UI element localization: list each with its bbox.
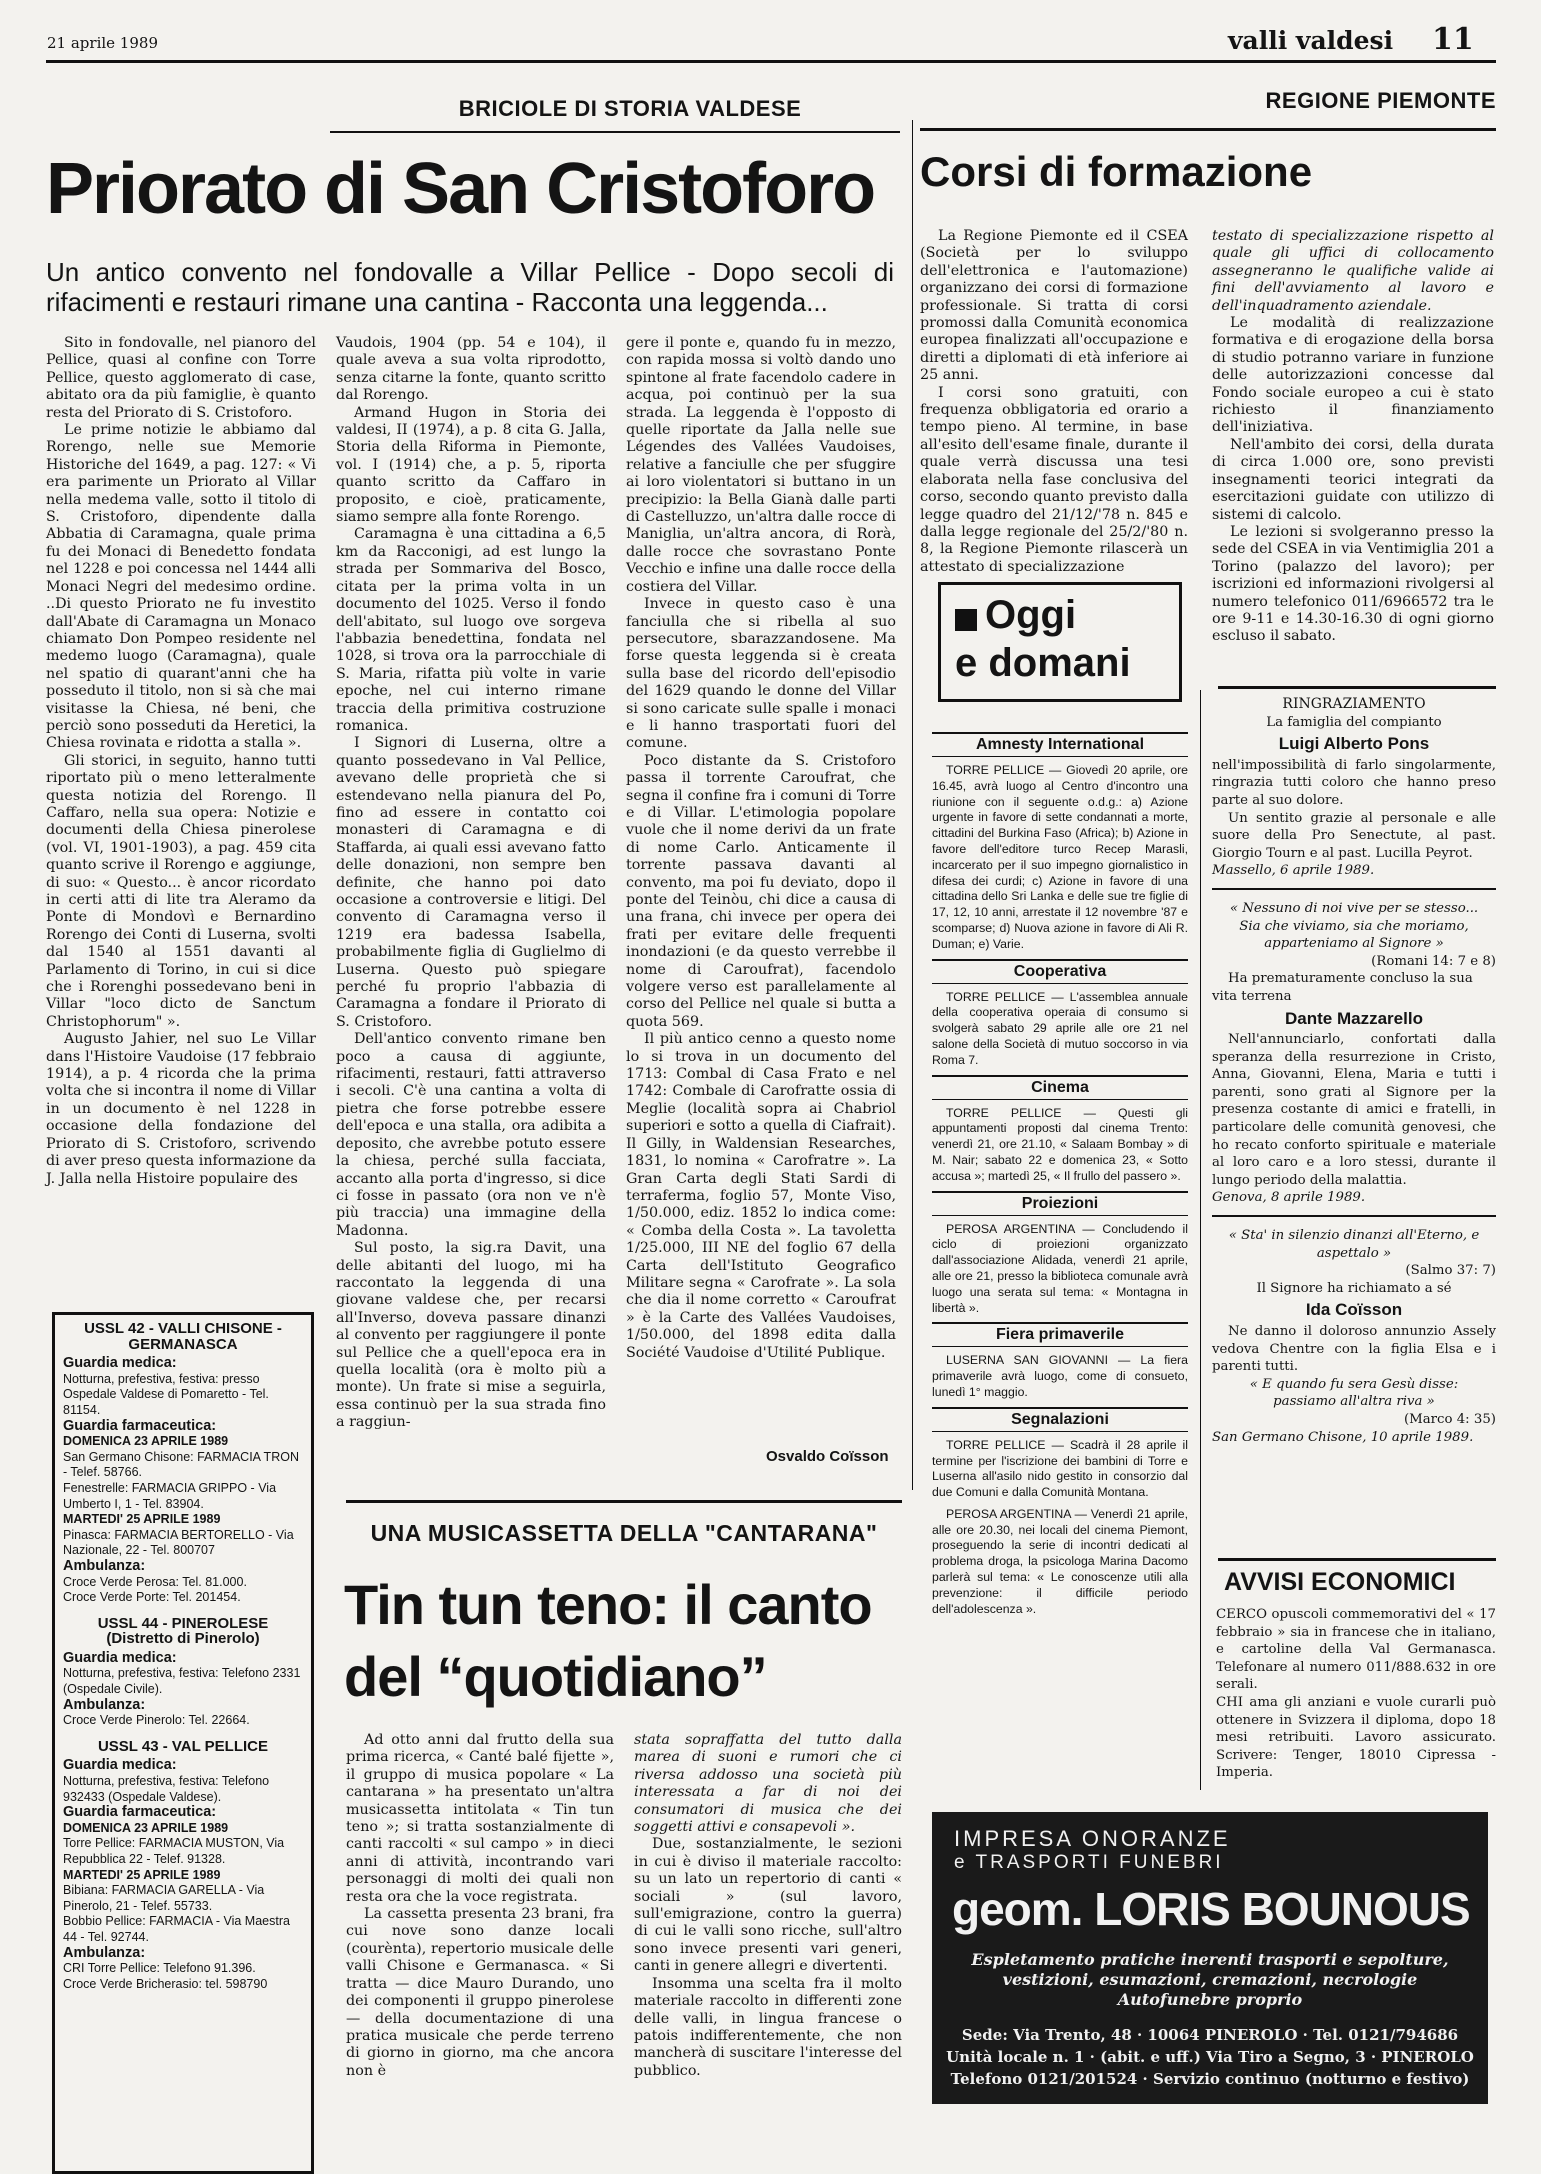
avvisi-column: CERCO opuscoli commemorativi del « 17 febbraio » sia in francese che in italiano, e cartoline della Val Germanasca. Telefonare al numero 011/888.632 in ore serali. CHI ama gli anziani e vuole curarli può ottenere in Svizzera il diploma, dopo 18 mesi retribuiti. Lavoro assicurato. Scrivere: Tenger, 18010 Cipressa - Imperia. xyxy=(1216,1607,1496,1781)
ringraziamento-heading: RINGRAZIAMENTO xyxy=(1282,696,1426,712)
ussl-line: Torre Pellice: FARMACIA MUSTON, Via Repubblica 22 - Telef. 91328. xyxy=(63,1836,285,1866)
ring3-name: Ida Coïsson xyxy=(1305,1300,1403,1320)
oggi-section-heading: Amnesty International xyxy=(932,732,1188,757)
oggi-domani-banner xyxy=(938,582,1182,702)
regione-kicker-rule xyxy=(920,128,1496,131)
page-number: 11 xyxy=(1432,22,1474,57)
oggi-title-line-1: Oggi xyxy=(985,593,1077,637)
oggi-section-text: PEROSA ARGENTINA — Venerdì 21 aprile, alle ore 20.30, nei locali del cinema Piemont, proseguendo la serie di incontri dedicati al problema droga, la psicologa Marina Dacomo parlerà sul tema: « Le conoscenze utili alla prevenzione: il difficile periodo dell'adolescenza ». xyxy=(932,1506,1188,1616)
ussl-line: CRI Torre Pellice: Telefono 91.396. xyxy=(63,1961,256,1976)
oggi-section-text: TORRE PELLICE — Questi gli appuntamenti proposti dal cinema Trento: venerdì 21, ore 21.10, « Salaam Bombay » di M. Nair; sabato 22 e domenica 23, « Sotto accusa »; martedì 25, « Il frullo del passero ». xyxy=(932,1105,1188,1183)
main-subtitle: Un antico convento nel fondovalle a Villar Pellice - Dopo secoli di rifacimenti e restauri rimane una cantina - Racconta una leggenda... xyxy=(46,257,894,317)
column-rule-oggi xyxy=(1200,690,1201,1790)
ring1-name: Luigi Alberto Pons xyxy=(1278,734,1430,754)
ussl-block-title: USSL 42 - VALLI CHISONE - GERMANASCA xyxy=(84,1320,282,1353)
ussl-section-label: Guardia farmaceutica: xyxy=(63,1417,217,1434)
funeral-ad-desc-1: Espletamento pratiche inerenti trasporti e sepolture, xyxy=(971,1950,1449,1969)
funeral-ad-line-1: IMPRESA ONORANZE xyxy=(954,1826,1231,1851)
oggi-title-line-2: e domani xyxy=(955,641,1131,685)
main-column-2: Vaudois, 1904 (pp. 54 e 104), il quale aveva a sua volta riprodotto, senza citarne la fonte, quanto scritto dal Rorengo. Armand Hugon in Storia dei valdesi, II (1974), a p. 8 cita G. Jalla, Storia della Riforma in Piemonte, vol. I (1914) che, a p. 5, riporta quanto scritto da Caffaro in proposito, e cioè, praticamente, siamo sempre alla fonte Rorengo. Caramagna è una cittadina a 6,5 km da Racconigi, ad est lungo la strada per Sommariva del Bosco, citata per la prima volta in un documento del 1025. Verso il fondo dell'abitato, sul luogo ove sorgeva l'abbazia benedettina, fondata nel 1028, si trova ora la parrocchiale di S. Maria, rifatta più volte in varie epoche, nel cui interno rimane traccia della primitiva costruzione romanica. I Signori di Luserna, oltre a quanto possedevano in Val Pellice, avevano delle proprietà che si estendevano nella pianura del Po, fino ad essere in contatto coi monasteri di Caramagna e di Staffarda, ai quali essi avevano fatto delle donazioni, non sempre ben definite, che hanno poi dato occasione a controversie e litigi. Del convento di Caramagna verso il 1219 era badessa Isabella, probabilmente figlia di Guglielmo di Luserna. Questo può spiegare perché fu proprio l'abbazia di Caramagna a fondare il Priorato di S. Cristoforo. Dell'antico convento rimane ben poco a causa di aggiunte, rifacimenti, restauri, fatti attraverso i secoli. C'è una cantina a volta di pietra che forse potrebbe essere dell'epoca e una stalla, ora adibita a deposito, che avrebbe potuto essere la chiesa, perché sulla facciata, accanto alla porta d'ingresso, si dice ci fosse in passato (ora non ve n'è più traccia) una immagine della Madonna. Sul posto, la sig.ra Davit, una delle abitanti del luogo, mi ha raccontato la leggenda di una giovane valdese che, per recarsi all'Inverso, doveva passare dinanzi al convento per raggiungere il ponte sul Pellice che a quell'epoca era in quella località (ora è molto più a monte). Un frate si mise a seguirla, essa continuò per la sua strada fino a raggiun- xyxy=(336,335,606,1431)
ussl-section-label: Ambulanza: xyxy=(63,1696,146,1713)
notices-column: RINGRAZIAMENTO La famiglia del compianto Luigi Alberto Pons nell'impossibilità di farlo singolarmente, ringrazia tutti coloro che hanno preso parte al suo dolore. Un sentito grazie al personale e alle suore della Pro Senectute, al past. Giorgio Tourn e al past. Lucilla Peyrot. Massello, 6 aprile 1989. « Nessuno di noi vive per se stesso... Sia che viviamo, sia che moriamo, apparteniamo al Signore » (Romani 14: 7 e 8) Ha prematuramente concluso la sua vita terrena Dante Mazzarello Nell'annunciarlo, confortati dalla speranza della resurrezione in Cristo, Anna, Giovanni, Elena, Maria e tutti i parenti, sono grati al Signore per la presenza costante di amici e fratelli, in particolare delle comunità genovesi, che ho recato conforto spirituale e materiale al loro caro e a loro stessi, durante il lungo periodo della malattia. Genova, 8 aprile 1989. « Sta' in silenzio dinanzi all'Eterno, e aspettalo » (Salmo 37: 7) Il Signore ha richiamato a sé Ida Coïsson Ne danno il doloroso annunzio Assely vedova Chentre con la figlia Elsa e i parenti tutti. « E quando fu sera Gesù disse: passiamo all'altra riva » (Marco 4: 35) San Germano Chisone, 10 aprile 1989. xyxy=(1212,696,1496,1445)
newspaper-name: valli valdesi xyxy=(1228,26,1394,55)
regione-title: Corsi di formazione xyxy=(920,148,1313,195)
ussl-block-title: USSL 43 - VAL PELLICE xyxy=(97,1737,269,1755)
cassette-top-rule xyxy=(346,1500,902,1503)
oggi-section-heading: Cooperativa xyxy=(932,959,1188,984)
avvisi-title: AVVISI ECONOMICI xyxy=(1224,1568,1456,1596)
notice-divider xyxy=(1212,1215,1496,1217)
funeral-ad-desc-2: vestizioni, esumazioni, cremazioni, necrologie xyxy=(1002,1970,1418,1989)
ring2-name: Dante Mazzarello xyxy=(1285,1008,1423,1028)
cassette-kicker: UNA MUSICASSETTA DELLA "CANTARANA" xyxy=(370,1520,878,1546)
ussl-line: DOMENICA 23 APRILE 1989 xyxy=(63,1434,229,1449)
ussl-line: DOMENICA 23 APRILE 1989 xyxy=(63,1820,229,1835)
column-rule-main-right xyxy=(912,120,913,1490)
avvisi-top-rule xyxy=(1218,1558,1496,1561)
ussl-line: Bibiana: FARMACIA GARELLA - Via Pinerolo, 21 - Telef. 55733. xyxy=(63,1883,265,1913)
cassette-column-2: stata sopraffatta del tutto dalla marea di suoni e rumori che ci riversa addosso una società più interessata a far di noi dei consumatori di musica che dei soggetti attivi e consapevoli ». Due, sostanzialmente, le sezioni in cui è diviso il materiale raccolto: su un lato un repertorio di canti « sociali » (sul lavoro, sull'emigrazione, contro la guerra) di cui le valli sono ricche, sull'altro sono invece presenti vari generi, canti in genere allegri e divertenti. Insomma una scelta fra il molto materiale raccolto in differenti zone delle valli, in lingua francese o patois indifferentemente, che non mancherà di suscitare l'interesse del pubblico. xyxy=(634,1732,902,2079)
oggi-section-heading: Segnalazioni xyxy=(932,1407,1188,1432)
oggi-section-heading: Fiera primaverile xyxy=(932,1322,1188,1347)
main-kicker: BRICIOLE DI STORIA VALDESE xyxy=(458,96,802,121)
oggi-section-text: LUSERNA SAN GIOVANNI — La fiera primaverile avrà luogo, come di consueto, lunedì 1° maggio. xyxy=(932,1353,1188,1399)
main-title: Priorato di San Cristoforo xyxy=(46,149,875,229)
issue-date: 21 aprile 1989 xyxy=(47,34,158,52)
funeral-ad-line-2: e TRASPORTI FUNEBRI xyxy=(954,1852,1224,1873)
ussl-section-label: Guardia farmaceutica: xyxy=(63,1804,217,1821)
cassette-title-line-1: Tin tun teno: il canto xyxy=(344,1573,872,1636)
ussl-section-label: Guardia medica: xyxy=(63,1649,177,1666)
regione-column-2: testato di specializzazione rispetto al quale gli uffici di collocamento assegneranno le qualifiche valide ai fini dell'avviamento al lavoro e dell'inquadramento aziendale. Le modalità di realizzazione formativa e di erogazione della borsa di studio potranno variare in funzione delle autorizzazioni concesse dal Fondo sociale europeo a cui è stato richiesto il finanziamento dell'iniziativa. Nell'ambito dei corsi, della durata di circa 1.000 ore, sono previsti insegnamenti teorici integrati da esercitazioni guidate con utilizzo di sistemi di calcolo. Le lezioni si svolgeranno presso la sede del CSEA in via Ventimiglia 201 a Torino (palazzo del lavoro); per iscrizioni ed informazioni rivolgersi al numero telefonico 011/6966572 tra le ore 9-11 e 14.30-16.30 di ogni giorno escluso il sabato. xyxy=(1212,228,1494,645)
header-rule xyxy=(46,60,1496,63)
ussl-line: Croce Verde Bricherasio: tel. 598790 xyxy=(63,1976,268,1991)
funeral-ad-desc-3: Autofunebre proprio xyxy=(1117,1990,1303,2009)
ussl-line: Bobbio Pellice: FARMACIA - Via Maestra 44 - Tel. 92744. xyxy=(63,1914,290,1944)
oggi-section-text: PEROSA ARGENTINA — Concludendo il ciclo di proiezioni organizzato dall'associazione Alidada, venerdì 21 aprile, alle ore 21, presso la biblioteca comunale avrà luogo una serata sul tema: « Montagna in libertà ». xyxy=(932,1221,1188,1315)
ussl-section-label: Ambulanza: xyxy=(63,1557,146,1574)
notices-top-rule xyxy=(1218,686,1496,689)
cassette-title-line-2: del “quotidiano” xyxy=(344,1645,767,1708)
oggi-square-icon xyxy=(955,609,977,631)
funeral-ad-name: geom. LORIS BOUNOUS xyxy=(952,1883,1470,1935)
regione-column-1: La Regione Piemonte ed il CSEA (Società per lo sviluppo dell'elettronica e l'automazione) organizzano dei corsi di formazione professionale. Si tratta di corsi promossi dalla Comunità economica europea finalizzati all'occupazione e diretti a diplomati di età inferiore ai 25 anni. I corsi sono gratuiti, con frequenza obbligatoria ed orario a tempo pieno. Al termine, in base all'esito dell'esame finale, durante il quale verrà discussa una tesi elaborata nella fase conclusiva del corso, secondo quanto previsto dalla legge quadro del 21/12/'78 n. 845 e dalla legge regionale del 25/2/'80 n. 8, la Regione Piemonte rilascerà un attestato di specializzazione xyxy=(920,228,1188,575)
ussl-line: Croce Verde Pinerolo: Tel. 22664. xyxy=(63,1713,250,1728)
main-column-1: Sito in fondovalle, nel pianoro del Pellice, quasi al confine con Torre Pellice, questo agglomerato di case, abitato ora da più famiglie, è quanto resta del Priorato di S. Cristoforo. Le prime notizie le abbiamo dal Rorengo, nelle sue Memorie Historiche del 1649, a pag. 127: « Vi era parimente un Priorato al Villar nella medema valle, sotto il titolo di S. Cristoforo, dipendente dalla Abbatia di Caramagna, quale prima fu dei Monaci di Benedetto fondata nel 1228 e poi concessa nel 1444 alli Monaci Negri del medesimo ordine. ..Di questo Priorato ne fu investito dall'Abate di Caramagna un Monaco chiamato Don Pompeo residente nel medemo luogo (Caramagna), quale nel spatio di quarant'anni che ha posseduto il titolo, non si sà che mai visitasse la Chiesa, né beni, che perciò sono posseduti da Heretici, la Chiesa rovinata e ridotta a stalla ». Gli storici, in seguito, hanno tutti riportato più o meno letteralmente questa notizia del Rorengo. Il Caffaro, nella sua opera: Notizie e documenti della Chiesa pinerolese (vol. VI, 1901-1903), a pag. 459 cita quanto scrive il Rorengo e aggiunge, di suo: « Questo... è ancor ricordato in certi atti di lite tra Aleramo da Ponte di Mondovì e Bernardino Rorengo dei Conti di Luserna, svolti dal 1540 al 1551 davanti al Parlamento di Torino, in cui si dice che i Rorenghi possedevano beni in Villar "loco dicto de Sanctum Christophorum" ». Augusto Jahier, nel suo Le Villar dans l'Histoire Vaudoise (17 febbraio 1914), a p. 4 ricorda che la prima volta che si incontra il nome di Villar in un documento è nel 1228 in occasione della fondazione del Priorato di S. Cristoforo, scrivendo di aver preso questa informazione da J. Jalla nella Histoire populaire des xyxy=(46,335,316,1187)
ussl-line: Notturna, prefestiva, festiva: presso Ospedale Valdese di Pomaretto - Tel. 81154. xyxy=(63,1371,269,1417)
funeral-ad-tel: Telefono 0121/201524 · Servizio continuo (notturno e festivo) xyxy=(950,2070,1470,2088)
cassette-column-1: Ad otto anni dal frutto della sua prima ricerca, « Canté balé fijette », il gruppo di musica popolare « La cantarana » ha presentato un'altra musicassetta intitolata « Tin tun teno »; si tratta sostanzialmente di canti raccolti « sul campo » in dieci anni di attività, incontrando vari personaggi di molti dei quali non resta ora che la voce registrata. La cassetta presenta 23 brani, fra cui nove sono danze locali (courènta), repertorio musicale delle valli Chisone e Germanasca. « Si tratta — dice Mauro Durando, uno dei componenti il gruppo pinerolese — della documentazione di una pratica musicale che perde terreno di giorno in giorno, ma che ancora non è xyxy=(346,1732,614,2079)
ussl-line: Notturna, prefestiva, festiva: Telefono 2331 (Ospedale Civile). xyxy=(63,1666,301,1697)
funeral-ad-sede: Sede: Via Trento, 48 · 10064 PINEROLO · Tel. 0121/794686 xyxy=(961,2026,1459,2044)
oggi-section-heading: Proiezioni xyxy=(932,1191,1188,1216)
funeral-ad-unita: Unità locale n. 1 · (abit. e uff.) Via Tiro a Segno, 3 · PINEROLO xyxy=(946,2048,1474,2066)
ussl-line: Croce Verde Perosa: Tel. 81.000. xyxy=(63,1574,247,1589)
ussl-line: Fenestrelle: FARMACIA GRIPPO - Via Umberto I, 1 - Tel. 83904. xyxy=(63,1480,277,1511)
main-author: Osvaldo Coïsson xyxy=(766,1448,889,1465)
regione-kicker: REGIONE PIEMONTE xyxy=(1265,88,1496,113)
oggi-domani-column xyxy=(932,726,1188,1796)
ussl-section-label: Ambulanza: xyxy=(63,1944,146,1961)
ussl-line: Notturna, prefestiva, festiva: Telefono 932433 (Ospedale Valdese). xyxy=(63,1774,270,1804)
ussl-line: Pinasca: FARMACIA BERTORELLO - Via Nazionale, 22 - Tel. 800707 xyxy=(63,1527,294,1558)
ussl-line: MARTEDI' 25 APRILE 1989 xyxy=(63,1867,221,1882)
ussl-line: MARTEDI' 25 APRILE 1989 xyxy=(63,1512,221,1527)
oggi-section-text: TORRE PELLICE — L'assemblea annuale della cooperativa operaia di consumo si svolgerà sabato 29 aprile alle ore 21 nel salone della Società di mutuo soccorso in via Roma 7. xyxy=(932,989,1188,1067)
notice-divider xyxy=(1212,888,1496,890)
oggi-section-text: TORRE PELLICE — Scadrà il 28 aprile il termine per l'iscrizione dei bambini di Torre e Luserna all'asilo nido gestito in consorzio dal due Comuni e dalla Comunità Montana. xyxy=(932,1437,1188,1500)
ussl-section-label: Guardia medica: xyxy=(63,1355,177,1372)
kicker-rule xyxy=(330,131,900,133)
oggi-section-heading: Cinema xyxy=(932,1075,1188,1100)
ussl-box xyxy=(52,1312,314,2174)
main-column-3: gere il ponte e, quando fu in mezzo, con rapida mossa si voltò dando uno spintone al frate facendolo cadere in acqua, poi continuò per la sua strada. La leggenda è l'opposto di quelle riportate da Jalla nelle sue Légendes des Vallées Vaudoises, relative a fanciulle che per sfuggire ai loro violentatori si buttano in un precipizio: la Bella Gianà dalle parti di Castelluzzo, un'altra dalle rocce di Maniglia, un'altra ancora, di Rorà, dalle rocce che sovrastano Ponte Vecchio e infine una dalle rocce della costiera del Villar. Invece in questo caso è una fanciulla che si ribella al suo persecutore, sbarazzandosene. Ma forse questa leggenda si è creata sulla base del ricordo dell'episodio del 1629 quando le donne del Villar si sono caricate sulle spalle i monaci e li hanno trasportati fuori del comune. Poco distante da S. Cristoforo passa il torrente Caroufrat, che segna il confine fra i comuni di Torre e di Villar. L'etimologia popolare vuole che il nome derivi da un frate di nome Carlo. Anticamente il torrente passava davanti al convento, ma poi fu deviato, dopo il ponte del Teinòu, chi dice a causa di una frana, chi invece per opera dei frati per evitare delle frequenti inondazioni (e da questo verrebbe il nome di Caroufrat), facendolo volgere verso est parallelamente al corso del Pellice nel quale si butta a quota 569. Il più antico cenno a questo nome lo si trova in un documento del 1713: Combal di Casa Frato e nel 1742: Combale di Carofratte ossia di Meglie (località sopra ai Chabriol superiori e sotto a quella di Ciafrait). Il Gilly, in Waldensian Researches, 1831, lo nomina « Carofratre ». La Gran Carta degli Stati Sardi di terraferma, foglio 57, Monte Viso, 1/50.000, ediz. 1852 lo indica come: « Comba della Costa ». La tavoletta 1/25.000, III NE del foglio 67 della Carta dell'Istituto Geografico Militare segna « Carofrate ». La sola che dia il nome corretto « Caroufrat » è la Carte des Vallées Vaudoises, 1/50.000, del 1898 edita dalla Société Vaudoise d'Utilité Publique. xyxy=(626,335,897,1361)
funeral-ad xyxy=(932,1812,1488,2104)
oggi-section-text: TORRE PELLICE — Giovedì 20 aprile, ore 16.45, avrà luogo al Centro d'incontro una riunione con il seguente o.d.g.: a) Azione urgente in favore di sette condannati a morte, cittadini del Burkina Faso (Africa); b) Azione in favore dell'editore turco Recep Marasli, incarcerato per il suo impegno giornalistico in difesa dei curdi; c) Azione in favore di una cittadina dello Sri Lanka e delle sue tre figlie di 17, 12, 10 anni, arrestate il 12 novembre '87 e scomparse; d) Nuova azione in favore di Ali R. Duman; e) Varie. xyxy=(932,763,1188,951)
ussl-line: San Germano Chisone: FARMACIA TRON - Telef. 58766. xyxy=(63,1449,299,1480)
ussl-line: Croce Verde Porte: Tel. 201454. xyxy=(63,1590,241,1605)
ussl-blocks xyxy=(63,1321,303,1992)
ussl-section-label: Guardia medica: xyxy=(63,1757,177,1774)
ussl-block-title: USSL 44 - PINEROLESE (Distretto di Pinerolo) xyxy=(97,1614,269,1648)
